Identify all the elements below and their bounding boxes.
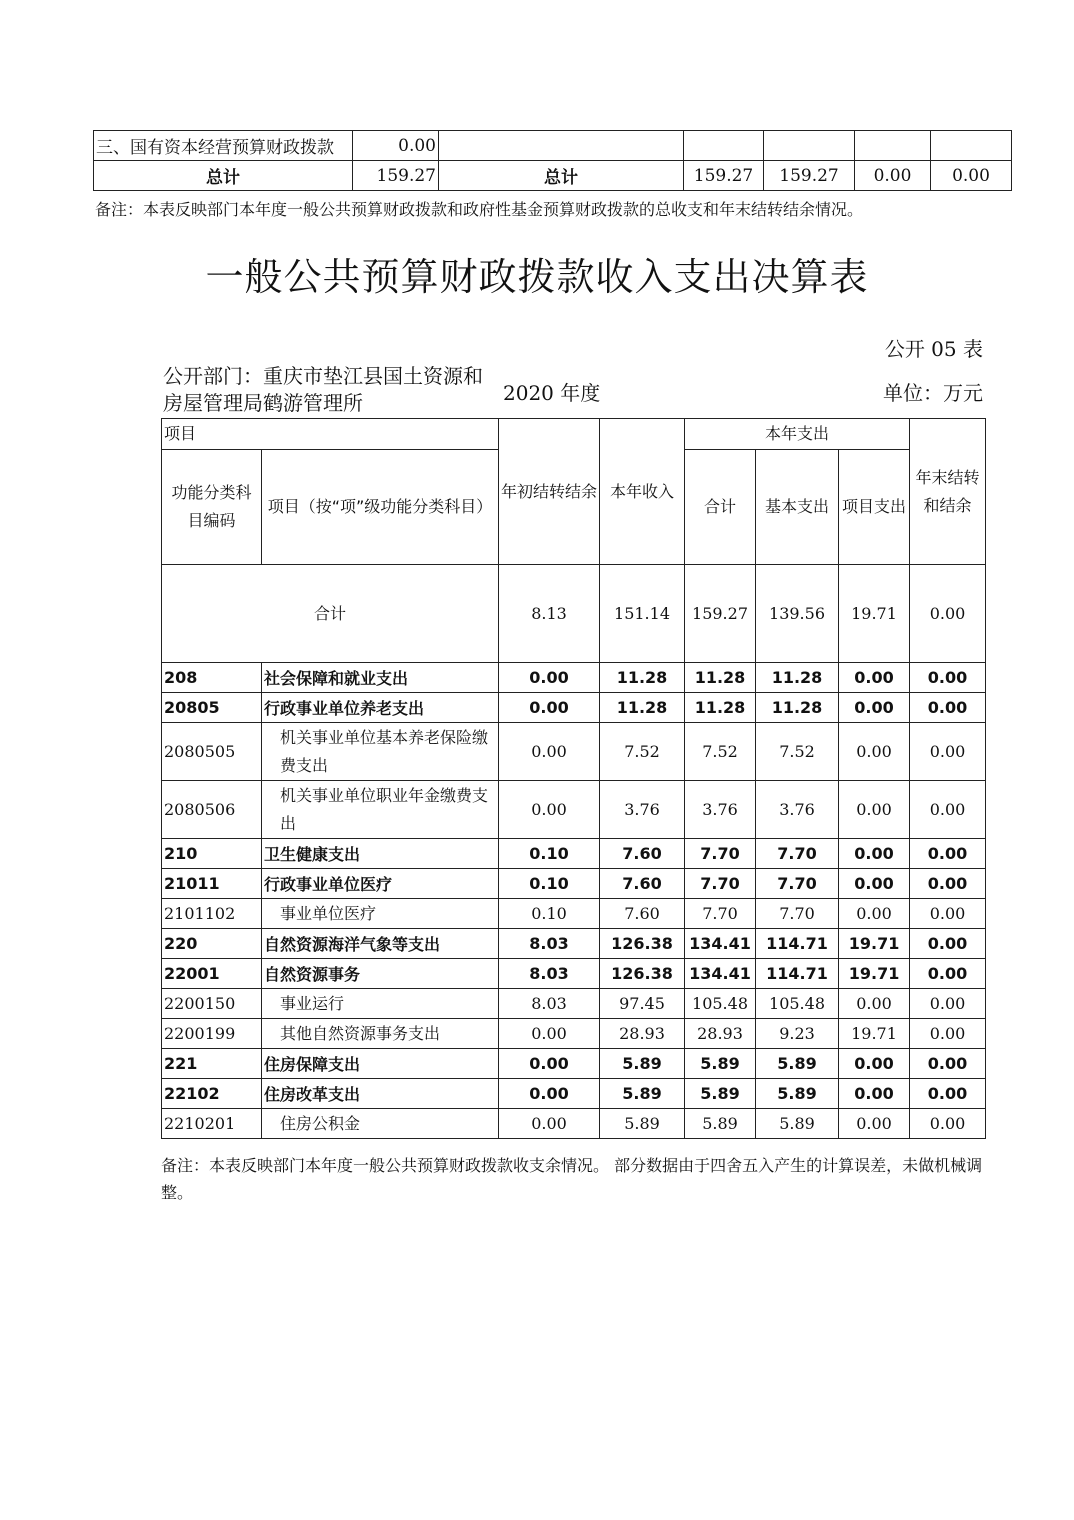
row-begin: 0.00 xyxy=(499,1019,600,1049)
row-name: 自然资源事务 xyxy=(262,959,499,989)
row-begin: 0.10 xyxy=(499,899,600,929)
row-code: 2101102 xyxy=(162,899,262,929)
row-code: 221 xyxy=(162,1049,262,1079)
row-income: 126.38 xyxy=(600,929,685,959)
header-expense: 本年支出 xyxy=(685,419,910,450)
row-total: 134.41 xyxy=(685,959,756,989)
note-bottom: 备注：本表反映部门本年度一般公共预算财政拨款收支余情况。 部分数据由于四舍五入产生的计算误差，未做机械调整。 xyxy=(161,1156,983,1202)
row-proj: 19.71 xyxy=(839,929,910,959)
row-end: 0.00 xyxy=(910,663,986,693)
row-proj: 0.00 xyxy=(839,1079,910,1109)
row-total: 7.70 xyxy=(685,839,756,869)
total-v2: 159.27 xyxy=(764,161,855,191)
total-label-right: 总计 xyxy=(439,161,684,191)
row-basic: 5.89 xyxy=(756,1049,839,1079)
header-income: 本年收入 xyxy=(600,419,685,565)
table-row xyxy=(94,131,1012,161)
row-total: 28.93 xyxy=(685,1019,756,1049)
row-name: 社会保障和就业支出 xyxy=(262,663,499,693)
row-begin: 0.10 xyxy=(499,869,600,899)
data-rows xyxy=(162,663,986,1139)
row-total: 7.70 xyxy=(685,869,756,899)
row-begin: 0.00 xyxy=(499,1079,600,1109)
row-total: 134.41 xyxy=(685,929,756,959)
table-row xyxy=(162,929,986,959)
row-income: 11.28 xyxy=(600,693,685,723)
row-basic: 3.76 xyxy=(756,781,839,839)
row-basic: 9.23 xyxy=(756,1019,839,1049)
row-name: 事业运行 xyxy=(262,989,499,1019)
row-end: 0.00 xyxy=(910,929,986,959)
row-code: 2210201 xyxy=(162,1109,262,1139)
row-proj: 0.00 xyxy=(839,781,910,839)
row-end: 0.00 xyxy=(910,899,986,929)
row-end: 0.00 xyxy=(910,1049,986,1079)
row-name: 住房改革支出 xyxy=(262,1079,499,1109)
row-end: 0.00 xyxy=(910,693,986,723)
table-row xyxy=(162,1079,986,1109)
row-name: 其他自然资源事务支出 xyxy=(262,1019,499,1049)
row-income: 126.38 xyxy=(600,959,685,989)
form-number: 公开 05 表 xyxy=(884,337,983,361)
page-title: 一般公共预算财政拨款收入支出决算表 xyxy=(205,255,869,299)
total-income: 151.14 xyxy=(600,565,685,663)
row-total: 7.70 xyxy=(685,899,756,929)
row-total: 5.89 xyxy=(685,1079,756,1109)
row-name: 住房保障支出 xyxy=(262,1049,499,1079)
row-code: 2080505 xyxy=(162,723,262,781)
row-income: 7.60 xyxy=(600,839,685,869)
row-begin: 0.00 xyxy=(499,1049,600,1079)
total-label: 总计 xyxy=(94,161,353,191)
row-income: 5.89 xyxy=(600,1079,685,1109)
row-begin: 0.00 xyxy=(499,693,600,723)
row-proj: 0.00 xyxy=(839,693,910,723)
table-row xyxy=(162,959,986,989)
row-proj: 19.71 xyxy=(839,959,910,989)
note-top: 备注：本表反映部门本年度一般公共预算财政拨款和政府性基金预算财政拨款的总收支和年末结转结余情况。 xyxy=(95,200,864,219)
table-row xyxy=(162,693,986,723)
row-end: 0.00 xyxy=(910,1109,986,1139)
total-v3: 0.00 xyxy=(855,161,931,191)
row-code: 2200199 xyxy=(162,1019,262,1049)
row-name: 机关事业单位基本养老保险缴费支出 xyxy=(262,723,499,781)
row-code: 2200150 xyxy=(162,989,262,1019)
table-row xyxy=(162,899,986,929)
header-begin: 年初结转结余 xyxy=(499,419,600,565)
budget-table xyxy=(161,418,986,1139)
row-proj: 0.00 xyxy=(839,723,910,781)
total-v4: 0.00 xyxy=(931,161,1012,191)
header-total: 合计 xyxy=(685,450,756,565)
table-row xyxy=(162,663,986,693)
row-end: 0.00 xyxy=(910,839,986,869)
row-proj: 0.00 xyxy=(839,1049,910,1079)
row-proj: 0.00 xyxy=(839,663,910,693)
row-income: 97.45 xyxy=(600,989,685,1019)
unit-label: 单位：万元 xyxy=(883,381,983,405)
row-end: 0.00 xyxy=(910,1019,986,1049)
row-value: 0.00 xyxy=(353,131,439,161)
fiscal-year: 2020 年度 xyxy=(503,381,601,405)
row-begin: 0.10 xyxy=(499,839,600,869)
row-name: 事业单位医疗 xyxy=(262,899,499,929)
header-code: 功能分类科目编码 xyxy=(162,450,262,565)
table-row xyxy=(162,839,986,869)
row-code: 21011 xyxy=(162,869,262,899)
table-row xyxy=(94,161,1012,191)
header-row xyxy=(162,419,986,450)
total-basic: 139.56 xyxy=(756,565,839,663)
row-name: 行政事业单位养老支出 xyxy=(262,693,499,723)
total-proj: 19.71 xyxy=(839,565,910,663)
total-v1: 159.27 xyxy=(684,161,764,191)
row-begin: 8.03 xyxy=(499,989,600,1019)
row-name: 自然资源海洋气象等支出 xyxy=(262,929,499,959)
row-end: 0.00 xyxy=(910,869,986,899)
row-income: 28.93 xyxy=(600,1019,685,1049)
row-name: 机关事业单位职业年金缴费支出 xyxy=(262,781,499,839)
row-basic: 11.28 xyxy=(756,663,839,693)
row-name: 行政事业单位医疗 xyxy=(262,869,499,899)
row-proj: 0.00 xyxy=(839,869,910,899)
total-end: 0.00 xyxy=(910,565,986,663)
row-total: 5.89 xyxy=(685,1109,756,1139)
row-income: 7.60 xyxy=(600,899,685,929)
row-code: 210 xyxy=(162,839,262,869)
row-basic: 7.70 xyxy=(756,869,839,899)
row-code: 2080506 xyxy=(162,781,262,839)
row-code: 208 xyxy=(162,663,262,693)
row-total: 5.89 xyxy=(685,1049,756,1079)
total-begin: 8.13 xyxy=(499,565,600,663)
row-code: 22102 xyxy=(162,1079,262,1109)
header-basic: 基本支出 xyxy=(756,450,839,565)
row-proj: 0.00 xyxy=(839,839,910,869)
row-income: 11.28 xyxy=(600,663,685,693)
row-label: 三、国有资本经营预算财政拨款 xyxy=(94,131,353,161)
row-code: 220 xyxy=(162,929,262,959)
row-income: 5.89 xyxy=(600,1049,685,1079)
row-basic: 5.89 xyxy=(756,1109,839,1139)
row-income: 7.52 xyxy=(600,723,685,781)
table-row xyxy=(162,723,986,781)
row-end: 0.00 xyxy=(910,1079,986,1109)
row-begin: 8.03 xyxy=(499,929,600,959)
row-begin: 0.00 xyxy=(499,1109,600,1139)
table-row xyxy=(162,1049,986,1079)
row-total: 11.28 xyxy=(685,693,756,723)
total-row-label: 合计 xyxy=(162,565,499,663)
total-total: 159.27 xyxy=(685,565,756,663)
row-basic: 114.71 xyxy=(756,929,839,959)
row-end: 0.00 xyxy=(910,781,986,839)
table-row xyxy=(162,1019,986,1049)
table-row xyxy=(162,869,986,899)
row-begin: 0.00 xyxy=(499,663,600,693)
table-row xyxy=(162,1109,986,1139)
header-proj: 项目支出 xyxy=(839,450,910,565)
row-proj: 0.00 xyxy=(839,989,910,1019)
header-project: 项目 xyxy=(162,419,499,450)
row-end: 0.00 xyxy=(910,959,986,989)
row-total: 11.28 xyxy=(685,663,756,693)
row-end: 0.00 xyxy=(910,989,986,1019)
row-name: 卫生健康支出 xyxy=(262,839,499,869)
row-proj: 19.71 xyxy=(839,1019,910,1049)
row-proj: 0.00 xyxy=(839,899,910,929)
row-code: 20805 xyxy=(162,693,262,723)
row-basic: 7.70 xyxy=(756,899,839,929)
header-name: 项目（按“项”级功能分类科目） xyxy=(262,450,499,565)
total-row xyxy=(162,565,986,663)
department: 公开部门：重庆市垫江县国土资源和房屋管理局鹤游管理所 xyxy=(163,364,483,415)
row-begin: 0.00 xyxy=(499,723,600,781)
row-total: 7.52 xyxy=(685,723,756,781)
row-total: 3.76 xyxy=(685,781,756,839)
row-begin: 0.00 xyxy=(499,781,600,839)
row-basic: 114.71 xyxy=(756,959,839,989)
row-basic: 5.89 xyxy=(756,1079,839,1109)
table-row xyxy=(162,781,986,839)
row-end: 0.00 xyxy=(910,723,986,781)
row-name: 住房公积金 xyxy=(262,1109,499,1139)
row-basic: 105.48 xyxy=(756,989,839,1019)
row-basic: 7.52 xyxy=(756,723,839,781)
row-income: 5.89 xyxy=(600,1109,685,1139)
table-row xyxy=(162,989,986,1019)
row-basic: 11.28 xyxy=(756,693,839,723)
carryover-table xyxy=(93,130,1012,191)
row-begin: 8.03 xyxy=(499,959,600,989)
header-end: 年末结转和结余 xyxy=(910,419,986,565)
row-income: 3.76 xyxy=(600,781,685,839)
row-proj: 0.00 xyxy=(839,1109,910,1139)
row-income: 7.60 xyxy=(600,869,685,899)
row-total: 105.48 xyxy=(685,989,756,1019)
total-value: 159.27 xyxy=(353,161,439,191)
row-code: 22001 xyxy=(162,959,262,989)
row-basic: 7.70 xyxy=(756,839,839,869)
